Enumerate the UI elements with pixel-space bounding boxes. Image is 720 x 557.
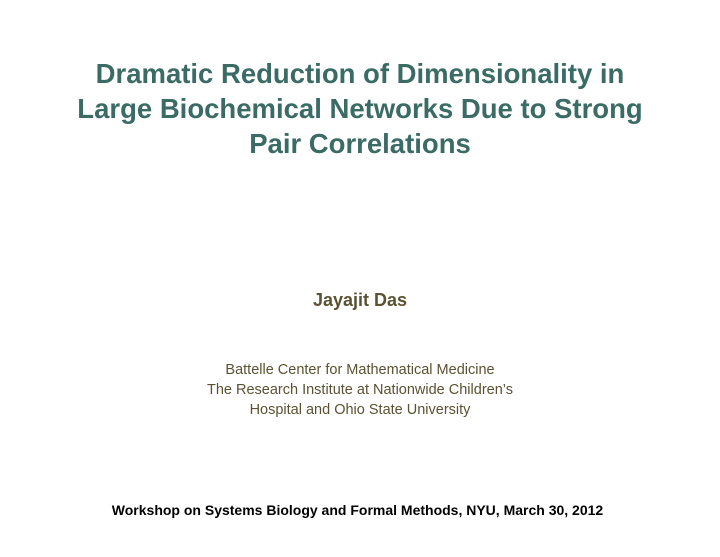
title-line: Large Biochemical Networks Due to Strong bbox=[77, 93, 643, 124]
event-footer: Workshop on Systems Biology and Formal Methods, NYU, March 30, 2012 bbox=[111, 502, 604, 518]
affiliation bbox=[160, 360, 560, 420]
affiliation-line: Hospital and Ohio State University bbox=[249, 402, 471, 418]
affiliation-line: Battelle Center for Mathematical Medicine bbox=[225, 362, 495, 378]
affiliation-line: The Research Institute at Nationwide Children’s bbox=[206, 382, 513, 398]
slide-title bbox=[40, 56, 680, 161]
author-name: Jayajit Das bbox=[312, 290, 408, 310]
title-line: Dramatic Reduction of Dimensionality in bbox=[95, 58, 625, 89]
title-line: Pair Correlations bbox=[249, 128, 471, 159]
